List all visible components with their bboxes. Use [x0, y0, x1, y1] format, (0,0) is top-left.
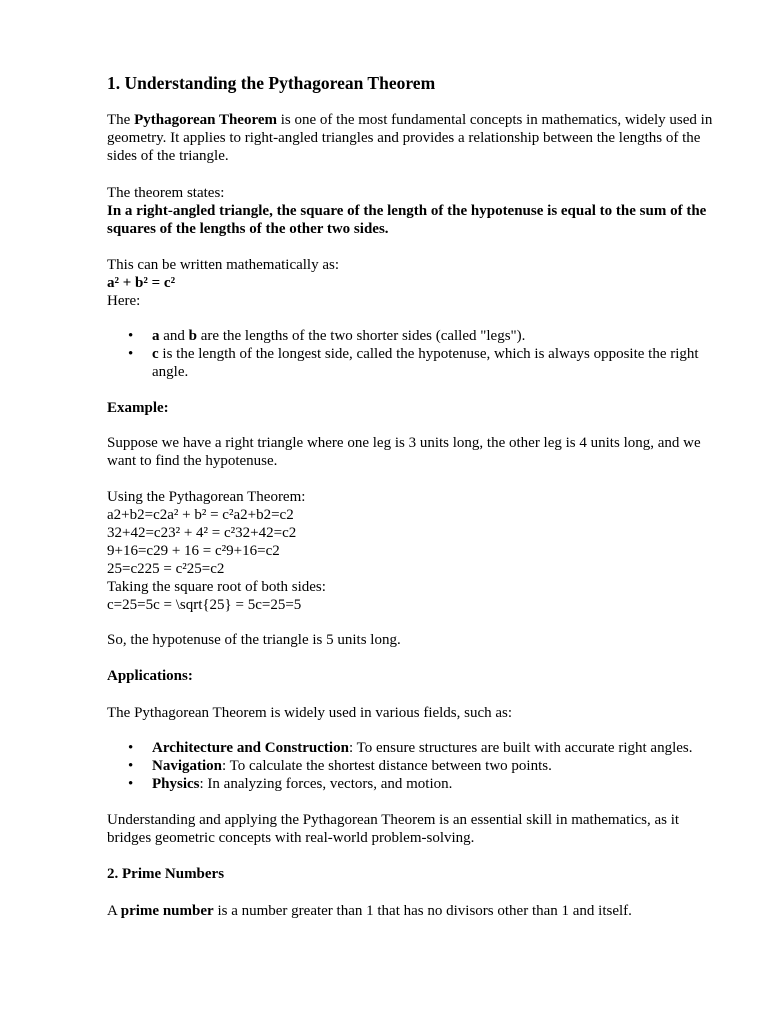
example-paragraph: Suppose we have a right triangle where one leg is 3 units long, the other leg is 4 units long, and we want to find the hypotenuse. — [107, 435, 701, 469]
bullet-icon: • — [128, 328, 134, 344]
bullet-icon: • — [128, 740, 134, 756]
bullet-icon: • — [128, 758, 134, 774]
applications-list — [107, 739, 713, 793]
prime-definition-paragraph: A prime number is a number greater than 1 that has no divisors other than 1 and itself. — [107, 903, 632, 919]
written-label: This can be written mathematically as: — [107, 257, 340, 273]
variable-definitions-list — [107, 327, 713, 381]
theorem-statement-block — [107, 184, 713, 238]
calc-line: 25=c225 = c²25=c2 — [107, 561, 225, 577]
term-prime-number: prime number — [120, 903, 214, 919]
conclusion-paragraph: So, the hypotenuse of the triangle is 5 units long. — [107, 632, 401, 648]
pythagorean-formula: a² + b² = c² — [107, 275, 176, 291]
theorem-statement: In a right-angled triangle, the square of the length of the hypotenuse is equal to the sum of the squares of the lengths of the other two sides. — [107, 203, 707, 237]
applications-intro: The Pythagorean Theorem is widely used in various fields, such as: — [107, 705, 513, 721]
calculation-block — [107, 488, 713, 614]
calc-line: 9+16=c29 + 16 = c²9+16=c2 — [107, 543, 280, 559]
section-1-heading: 1. Understanding the Pythagorean Theorem — [107, 73, 436, 93]
calc-line: Using the Pythagorean Theorem: — [107, 489, 306, 505]
calc-line: a2+b2=c2a² + b² = c²a2+b2=c2 — [107, 507, 294, 523]
section-2-heading: 2. Prime Numbers — [107, 866, 225, 882]
example-heading: Example: — [107, 400, 169, 416]
closing-paragraph: Understanding and applying the Pythagorean Theorem is an essential skill in mathematics, as it bridges geometric concepts with real-world problem-solving. — [107, 812, 680, 846]
theorem-states-label: The theorem states: — [107, 185, 225, 201]
list-item: • Physics: In analyzing forces, vectors, and motion. — [128, 776, 453, 792]
calc-line: Taking the square root of both sides: — [107, 579, 326, 595]
bullet-icon: • — [128, 776, 134, 792]
bullet-icon: • — [128, 346, 134, 362]
term-pythagorean-theorem: Pythagorean Theorem — [134, 112, 277, 128]
list-item: • c is the length of the longest side, called the hypotenuse, which is always opposite the right angle. — [128, 346, 699, 380]
list-item: • Navigation: To calculate the shortest distance between two points. — [128, 758, 552, 774]
intro-paragraph: The Pythagorean Theorem is one of the most fundamental concepts in mathematics, widely used in geometry. It applies to right-angled triangles and provides a relationship between the lengths of the sides of the triangle. — [107, 112, 713, 164]
calc-line: 32+42=c23² + 4² = c²32+42=c2 — [107, 525, 297, 541]
formula-block — [107, 256, 713, 310]
applications-heading: Applications: — [107, 668, 193, 684]
calc-line: c=25=5c = \sqrt{25} = 5c=25=5 — [107, 597, 302, 613]
here-label: Here: — [107, 293, 141, 309]
list-item: • a and b are the lengths of the two shorter sides (called "legs"). — [128, 328, 526, 344]
list-item: • Architecture and Construction: To ensure structures are built with accurate right angles. — [128, 740, 693, 756]
